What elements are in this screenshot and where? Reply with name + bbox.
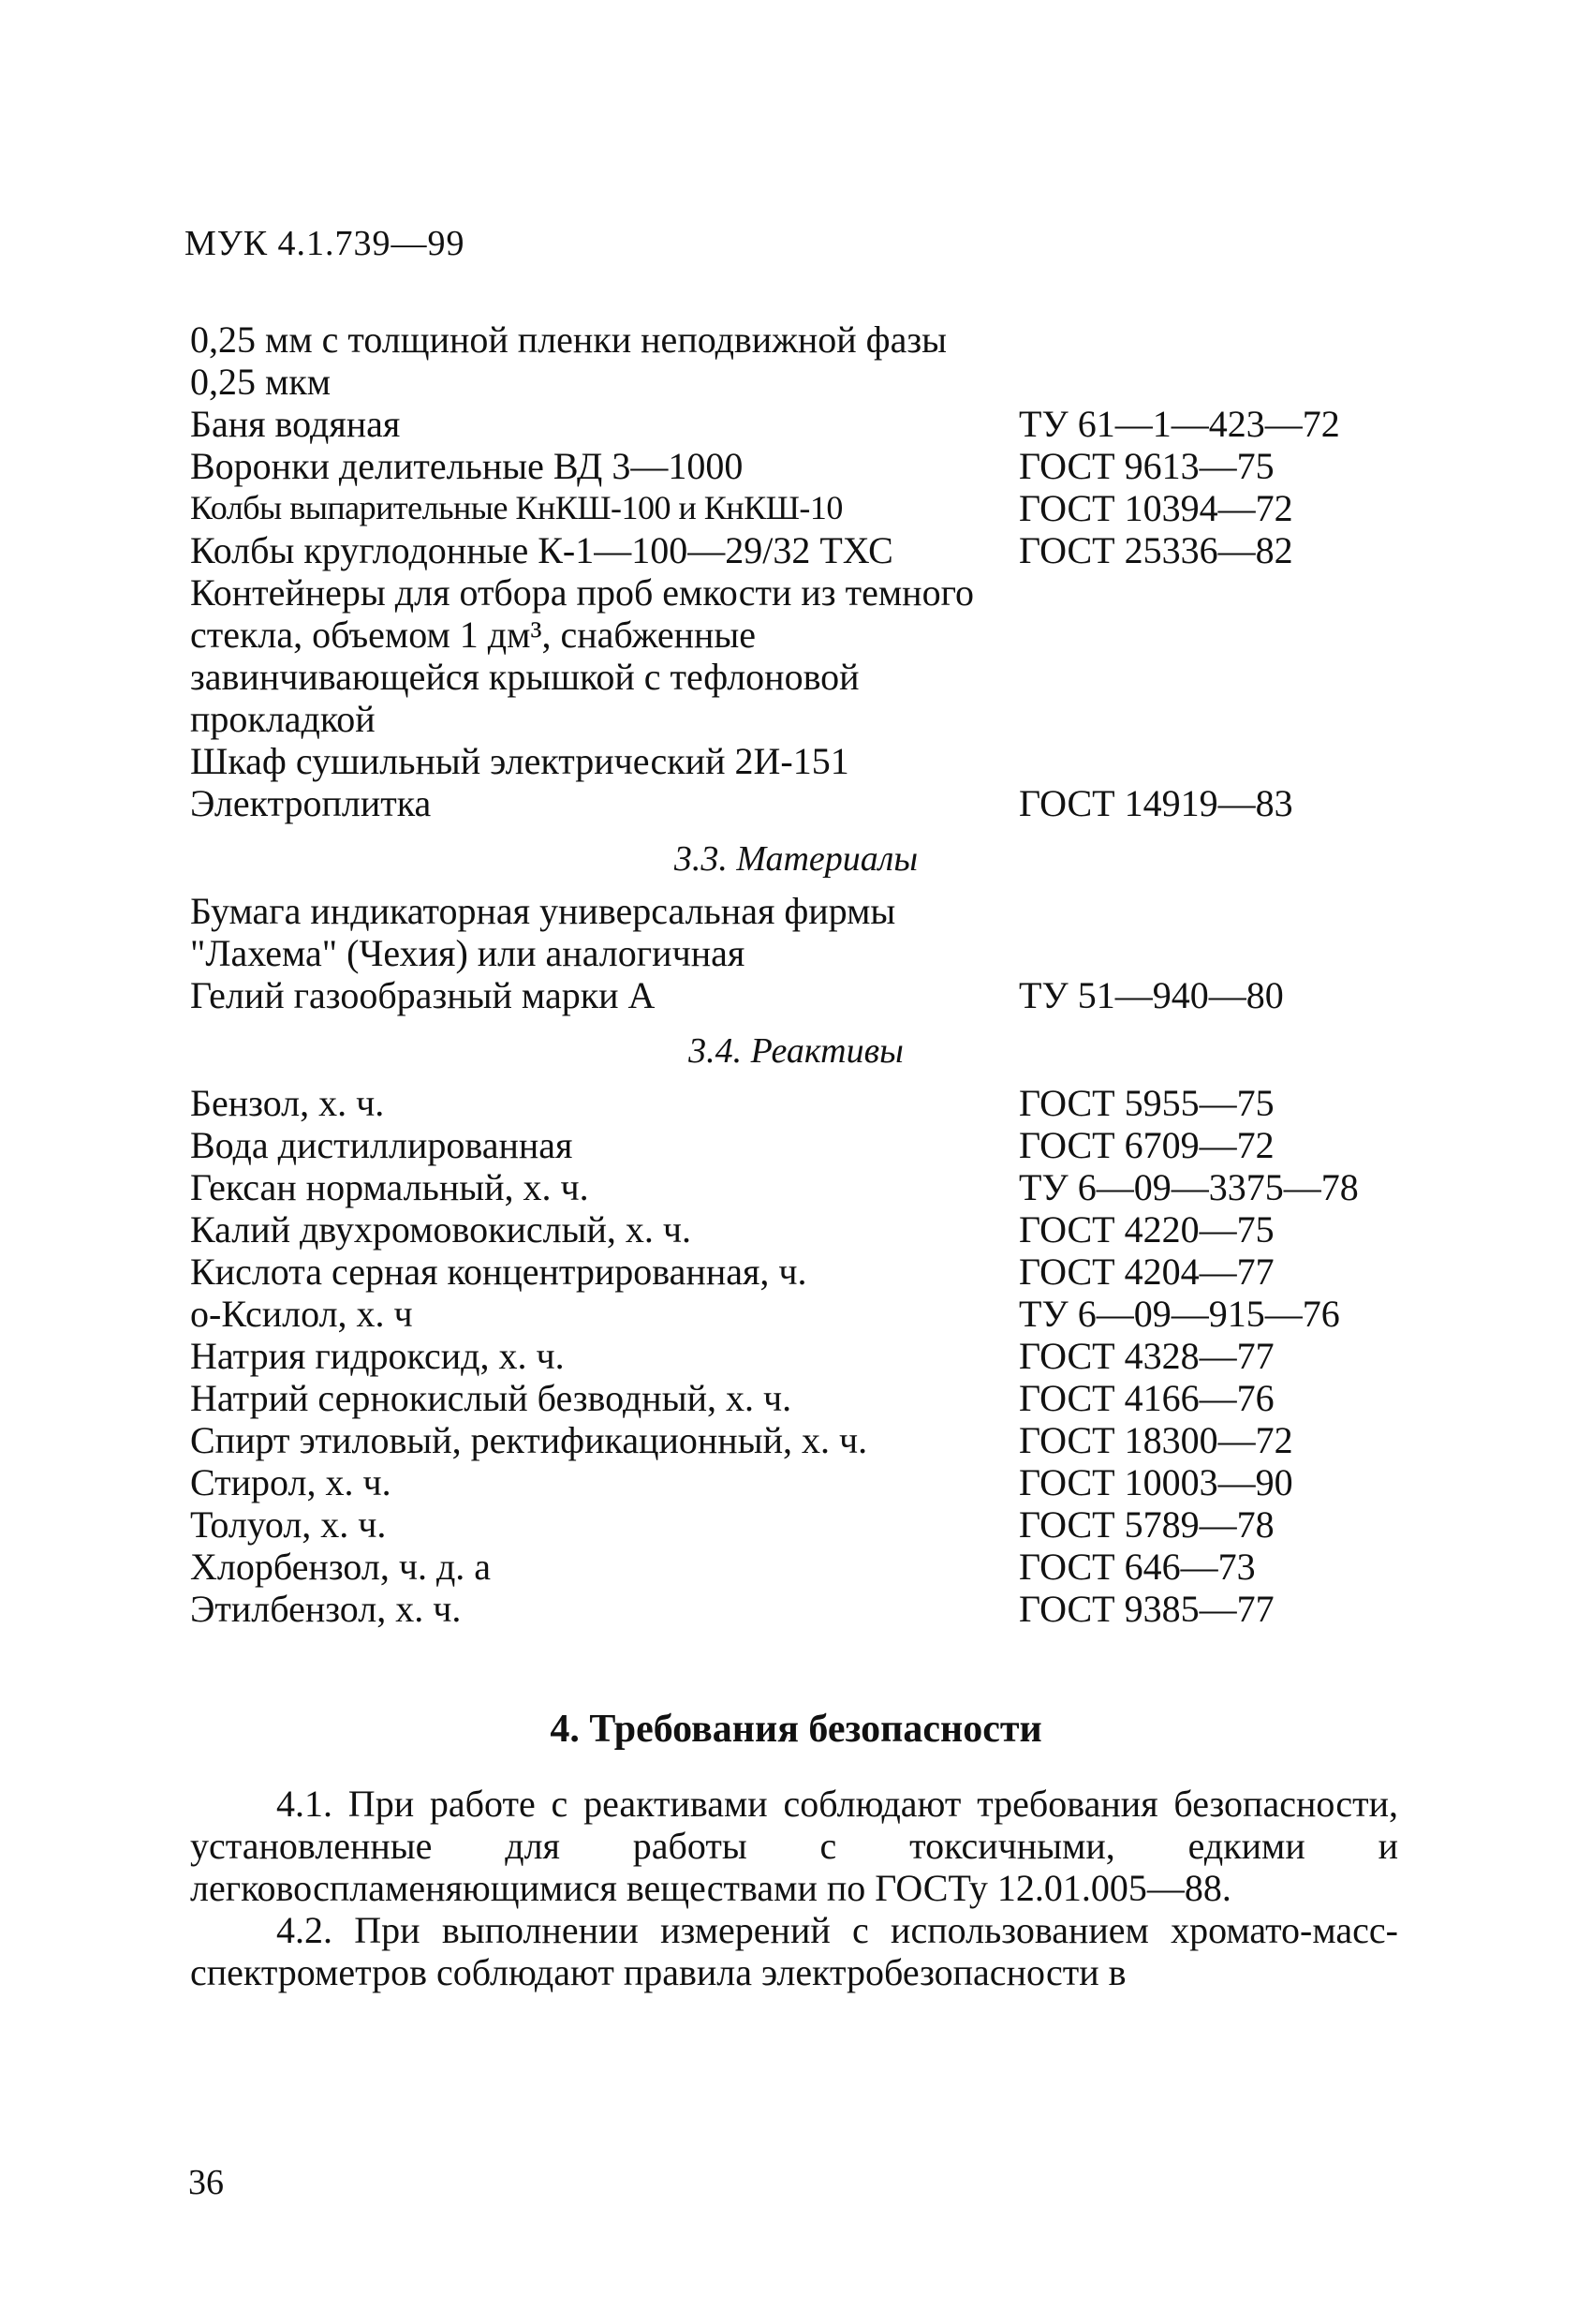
item-reference: ГОСТ 4220—75 — [1019, 1208, 1275, 1251]
item-name: Гелий газообразный марки А — [190, 974, 656, 1016]
list-item — [190, 1166, 1408, 1208]
item-reference: ТУ 51—940—80 — [1019, 974, 1284, 1016]
item-reference: ТУ 6—09—915—76 — [1019, 1293, 1340, 1335]
list-item — [190, 403, 1408, 445]
list-item — [190, 974, 1408, 1016]
item-name: Баня водяная — [190, 403, 401, 445]
list-item — [190, 1251, 1408, 1293]
item-name: о-Ксилол, х. ч — [190, 1293, 413, 1335]
item-name: Толуол, х. ч. — [190, 1503, 387, 1546]
section-title: 4. Требования безопасности — [550, 1708, 1042, 1751]
item-reference: ТУ 6—09—3375—78 — [1019, 1166, 1359, 1208]
item-name: Вода дистиллированная — [190, 1124, 573, 1166]
item-reference: ГОСТ 4166—76 — [1019, 1377, 1275, 1419]
list-item — [190, 1461, 1408, 1503]
item-name: Калий двухромовокислый, х. ч. — [190, 1208, 692, 1251]
list-item — [190, 1335, 1408, 1377]
items-list — [190, 318, 1408, 1630]
item-name: 0,25 мм с толщиной пленки неподвижной фазы 0,25 мкм — [190, 318, 948, 403]
list-item — [190, 1546, 1408, 1588]
list-item — [190, 782, 1408, 824]
item-name: Натрий сернокислый безводный, х. ч. — [190, 1377, 792, 1419]
subsection-title-reagents: 3.4. Реактивы — [688, 1031, 904, 1071]
item-name: Шкаф сушильный электрический 2И-151 — [190, 740, 849, 782]
item-reference: ТУ 61—1—423—72 — [1019, 403, 1340, 445]
paragraph: 4.1. При работе с реактивами соблюдают требования безопасности, установленные для работы с токсичными, едкими и легковоспламеняющимися веществами по ГОСТу 12.01.005—88. — [190, 1783, 1398, 1909]
item-name: Кислота серная концентрированная, ч. — [190, 1251, 807, 1293]
item-reference: ГОСТ 4328—77 — [1019, 1335, 1275, 1377]
item-reference: ГОСТ 4204—77 — [1019, 1251, 1275, 1293]
item-name: Бумага индикаторная универсальная фирмы "Лахема" (Чехия) или аналогичная — [190, 890, 896, 974]
item-reference: ГОСТ 5955—75 — [1019, 1082, 1275, 1124]
item-reference: ГОСТ 18300—72 — [1019, 1419, 1293, 1461]
item-reference: ГОСТ 646—73 — [1019, 1546, 1256, 1588]
list-item — [190, 1082, 1408, 1124]
item-name: Стирол, х. ч. — [190, 1461, 391, 1503]
item-reference: ГОСТ 6709—72 — [1019, 1124, 1275, 1166]
paragraph: 4.2. При выполнении измерений с использованием хромато-масс-спектрометров соблюдают правила электробезопасности в — [190, 1909, 1398, 1993]
list-item — [190, 1503, 1408, 1546]
item-name: Спирт этиловый, ректификационный, х. ч. — [190, 1419, 868, 1461]
item-name: Бензол, х. ч. — [190, 1082, 385, 1124]
list-item — [190, 318, 1408, 403]
list-item — [190, 1588, 1408, 1630]
list-item — [190, 890, 1408, 974]
list-item — [190, 445, 1408, 487]
item-name: Воронки делительные ВД 3—1000 — [190, 445, 744, 487]
page-number: 36 — [188, 2163, 224, 2202]
item-name: Колбы выпарительные КнКШ-100 и КнКШ-10 — [190, 489, 843, 526]
list-item — [190, 1208, 1408, 1251]
list-item — [190, 1293, 1408, 1335]
list-item — [190, 1124, 1408, 1166]
list-item — [190, 529, 1408, 571]
section-body — [190, 1783, 1398, 1993]
item-reference: ГОСТ 25336—82 — [1019, 529, 1293, 571]
item-name: Хлорбензол, ч. д. а — [190, 1546, 492, 1588]
item-reference: ГОСТ 9613—75 — [1019, 445, 1275, 487]
list-item — [190, 740, 1408, 782]
list-item — [190, 1419, 1408, 1461]
item-name: Контейнеры для отбора проб емкости из темного стекла, объемом 1 дм³, снабженные завинчивающейся крышкой с тефлоновой прокладкой — [190, 571, 974, 740]
item-reference: ГОСТ 9385—77 — [1019, 1588, 1275, 1630]
item-name: Натрия гидроксид, х. ч. — [190, 1335, 565, 1377]
item-name: Этилбензол, х. ч. — [190, 1588, 462, 1630]
item-reference: ГОСТ 10394—72 — [1019, 487, 1293, 529]
list-item — [190, 571, 1408, 740]
list-item — [190, 1377, 1408, 1419]
item-name: Гексан нормальный, х. ч. — [190, 1166, 589, 1208]
item-name: Колбы круглодонные К-1—100—29/32 ТХС — [190, 529, 893, 571]
subsection-title-materials: 3.3. Материалы — [673, 839, 919, 879]
item-reference: ГОСТ 5789—78 — [1019, 1503, 1275, 1546]
item-reference: ГОСТ 14919—83 — [1019, 782, 1293, 824]
document-header: МУК 4.1.739—99 — [184, 224, 465, 263]
list-item — [190, 487, 1408, 529]
item-reference: ГОСТ 10003—90 — [1019, 1461, 1293, 1503]
item-name: Электроплитка — [190, 782, 432, 824]
